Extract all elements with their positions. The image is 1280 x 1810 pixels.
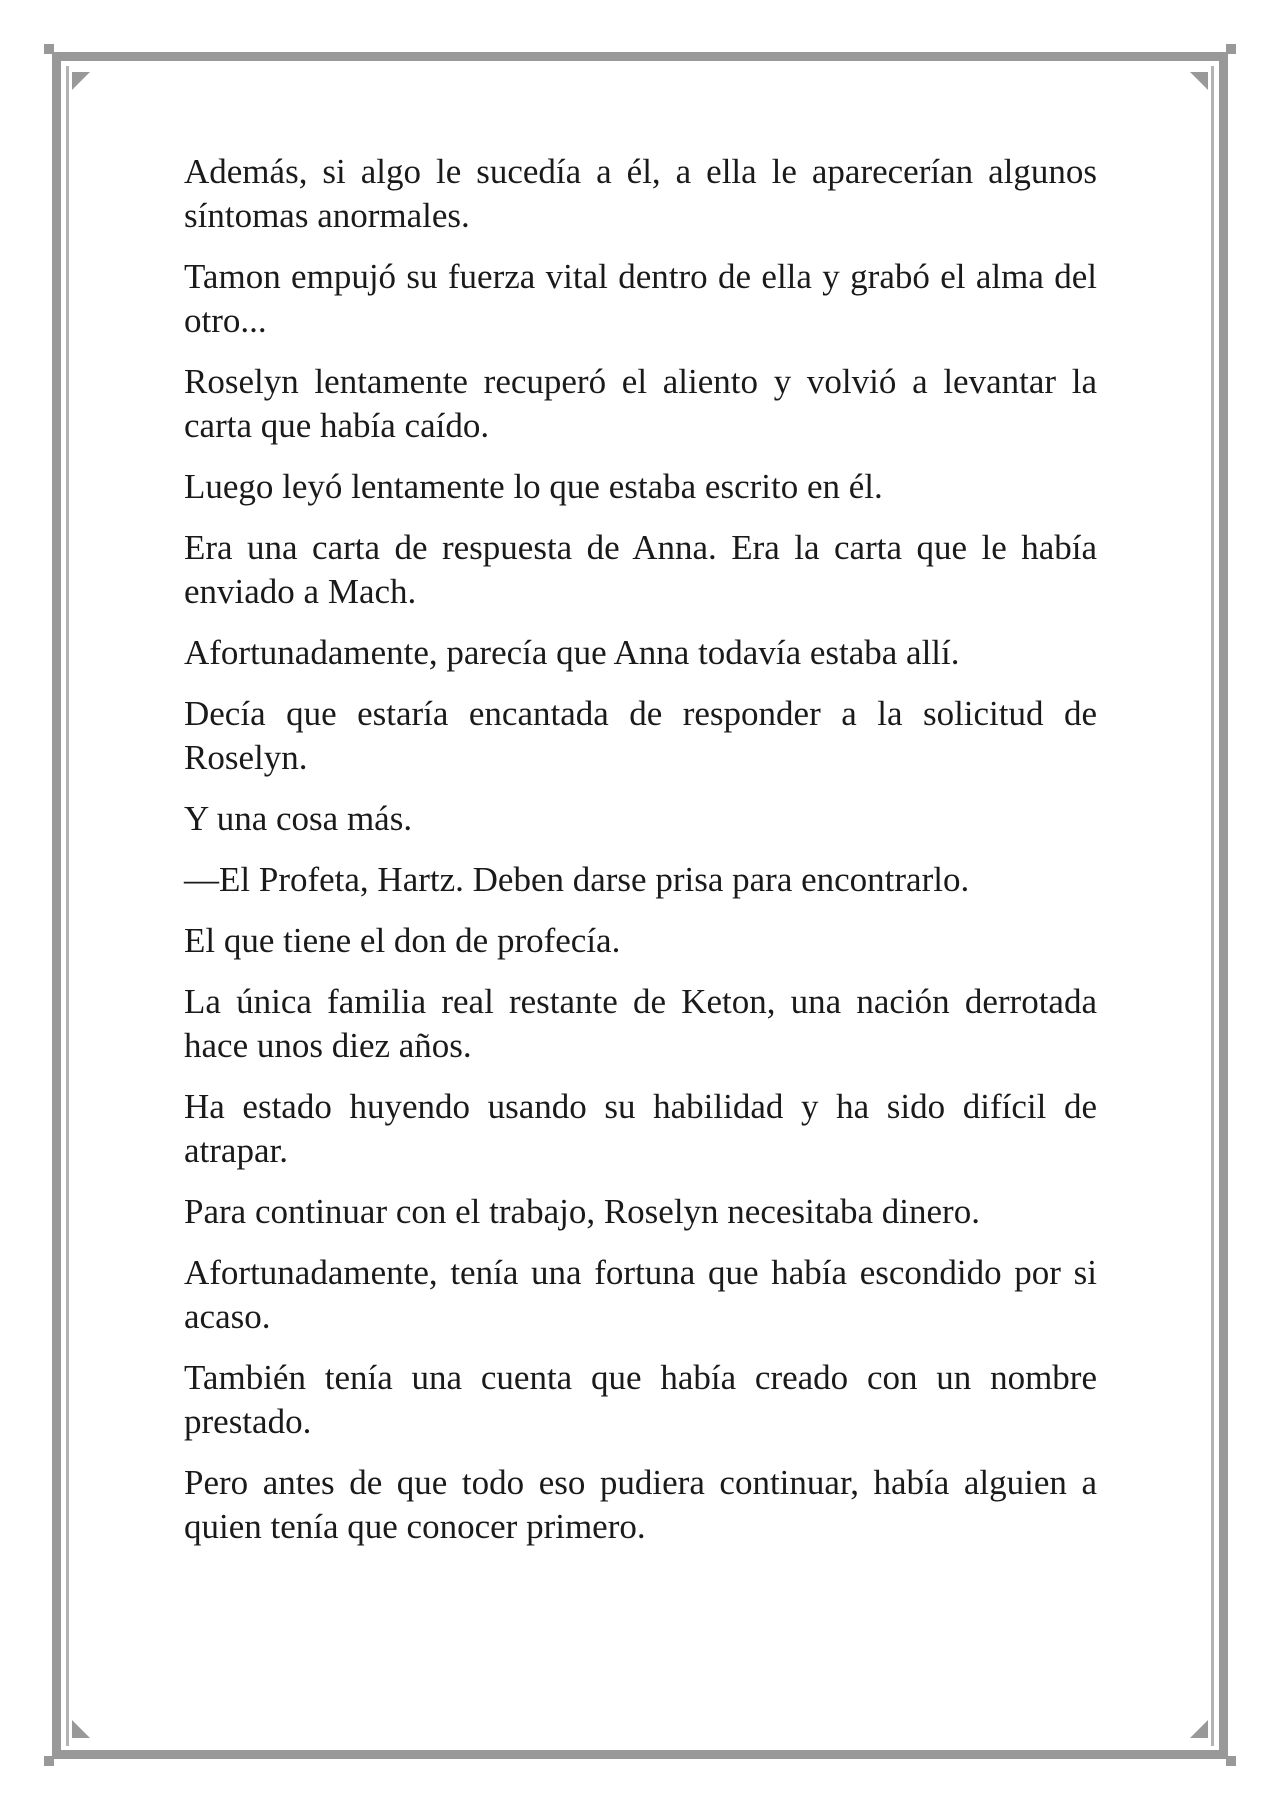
paragraph: Y una cosa más. bbox=[184, 799, 413, 838]
corner-ornament-top-left bbox=[44, 44, 54, 54]
paragraph: Afortunadamente, tenía una fortuna que había escondido por si acaso. bbox=[184, 1253, 1097, 1336]
paragraph: Tamon empujó su fuerza vital dentro de ella y grabó el alma del otro... bbox=[184, 257, 1097, 340]
corner-ornament-top-right bbox=[1226, 44, 1236, 54]
paragraph: Era una carta de respuesta de Anna. Era la carta que le había enviado a Mach. bbox=[184, 528, 1097, 611]
paragraph: Para continuar con el trabajo, Roselyn necesitaba dinero. bbox=[184, 1192, 980, 1231]
page-body bbox=[184, 150, 1097, 1566]
corner-triangle-bottom-left bbox=[72, 1720, 90, 1738]
paragraph: Afortunadamente, parecía que Anna todavía estaba allí. bbox=[184, 633, 960, 672]
paragraph: Decía que estaría encantada de responder a la solicitud de Roselyn. bbox=[184, 694, 1097, 777]
paragraph: Además, si algo le sucedía a él, a ella le aparecerían algunos síntomas anormales. bbox=[184, 152, 1097, 235]
paragraph: También tenía una cuenta que había creado con un nombre prestado. bbox=[184, 1358, 1097, 1441]
paragraph: Luego leyó lentamente lo que estaba escrito en él. bbox=[184, 467, 883, 506]
paragraph: Roselyn lentamente recuperó el aliento y volvió a levantar la carta que había caído. bbox=[184, 362, 1097, 445]
frame-border-right bbox=[1219, 52, 1228, 1759]
corner-ornament-bottom-left bbox=[44, 1756, 54, 1766]
paragraph: La única familia real restante de Keton, una nación derrotada hace unos diez años. bbox=[184, 982, 1097, 1065]
frame-border-left bbox=[52, 52, 61, 1759]
paragraph: Pero antes de que todo eso pudiera continuar, había alguien a quien tenía que conocer primero. bbox=[184, 1463, 1097, 1546]
frame-inner-line-right bbox=[1211, 66, 1214, 1746]
paragraph: El que tiene el don de profecía. bbox=[184, 921, 621, 960]
corner-triangle-top-left bbox=[72, 72, 90, 90]
frame-border-top bbox=[52, 52, 1228, 61]
paragraph: Ha estado huyendo usando su habilidad y ha sido difícil de atrapar. bbox=[184, 1087, 1097, 1170]
corner-ornament-bottom-right bbox=[1226, 1756, 1236, 1766]
frame-inner-line-left bbox=[66, 66, 69, 1746]
corner-triangle-bottom-right bbox=[1190, 1720, 1208, 1738]
frame-border-bottom bbox=[52, 1750, 1228, 1759]
corner-triangle-top-right bbox=[1190, 72, 1208, 90]
paragraph: —El Profeta, Hartz. Deben darse prisa para encontrarlo. bbox=[184, 860, 970, 899]
